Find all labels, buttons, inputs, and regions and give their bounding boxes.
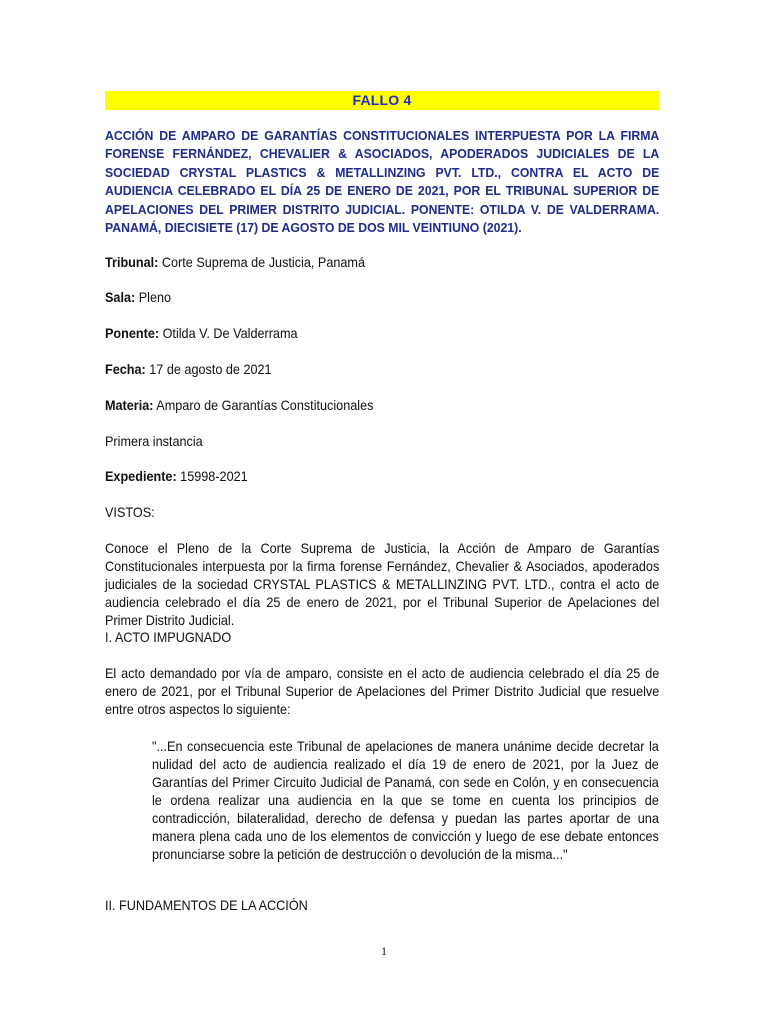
field-sala bbox=[105, 289, 659, 307]
quoted-resolution: "...En consecuencia este Tribunal de apelaciones de manera unánime decide decretar la nulidad del acto de audiencia realizado el día 19 de enero de 2021, por la Juez de Garantías del Primer Circuito Judicial de Panamá, con sede en Colón, y en consecuencia le ordena realizar una audiencia en la que se tome en cuenta los principios de contradicción, bilateralidad, derecho de defensa y puedan las partes aportar de una manera plena cada uno de los elementos de convicción y luego de ese debate entonces pronunciarse sobre la petición de destrucción o devolución de la misma..." bbox=[152, 739, 659, 862]
field-tribunal bbox=[105, 254, 659, 272]
materia-label: Materia: bbox=[105, 398, 154, 413]
field-fecha bbox=[105, 361, 659, 379]
field-ponente bbox=[105, 325, 659, 343]
expediente-label: Expediente: bbox=[105, 469, 177, 484]
expediente-value: 15998-2021 bbox=[176, 469, 248, 484]
case-heading: ACCIÓN DE AMPARO DE GARANTÍAS CONSTITUCIONALES INTERPUESTA POR LA FIRMA FORENSE FERNÁNDEZ, CHEVALIER & ASOCIADOS, APODERADOS JUDICIALES DE LA SOCIEDAD CRYSTAL PLASTICS & METALLINZING PVT. LTD., CONTRA EL ACTO DE AUDIENCIA CELEBRADO EL DÍA 25 DE ENERO DE 2021, POR EL TRIBUNAL SUPERIOR DE APELACIONES DEL PRIMER DISTRITO JUDICIAL. PONENTE: OTILDA V. DE VALDERRAMA. PANAMÁ, DIECISIETE (17) DE AGOSTO DE DOS MIL VEINTIUNO (2021). bbox=[105, 128, 660, 236]
fecha-value: 17 de agosto de 2021 bbox=[145, 362, 272, 377]
field-expediente bbox=[105, 468, 659, 486]
ponente-label: Ponente: bbox=[105, 326, 160, 341]
fallo-title: FALLO 4 bbox=[352, 92, 412, 108]
materia-value: Amparo de Garantías Constitucionales bbox=[153, 398, 374, 413]
section-title-acto-impugnado: I. ACTO IMPUGNADO bbox=[105, 630, 232, 645]
intro-paragraph: Conoce el Pleno de la Corte Suprema de Justicia, la Acción de Amparo de Garantías Constitucionales interpuesta por la firma forense Fernández, Chevalier & Asociados, apoderados judiciales de la sociedad CRYSTAL PLASTICS & METALLINZING PVT. LTD., contra el acto de audiencia celebrado el día 25 de enero de 2021, por el Tribunal Superior de Apelaciones del Primer Distrito Judicial. bbox=[105, 541, 660, 628]
fallo-banner bbox=[105, 91, 659, 110]
page-number: 1 bbox=[381, 944, 387, 958]
field-materia bbox=[105, 397, 659, 415]
acto-paragraph: El acto demandado por vía de amparo, consiste en el acto de audiencia celebrado el día 25 de enero de 2021, por el Tribunal Superior de Apelaciones del Primer Distrito Judicial que resuelve entre otros aspectos lo siguiente: bbox=[105, 666, 660, 717]
sala-value: Pleno bbox=[135, 290, 172, 305]
fecha-label: Fecha: bbox=[105, 362, 146, 377]
section-title-fundamentos: II. FUNDAMENTOS DE LA ACCIÓN bbox=[105, 898, 308, 913]
field-instancia: Primera instancia bbox=[105, 434, 203, 449]
tribunal-label: Tribunal: bbox=[105, 255, 159, 270]
ponente-value: Otilda V. De Valderrama bbox=[159, 326, 298, 341]
vistos-heading: VISTOS: bbox=[105, 505, 155, 520]
tribunal-value: Corte Suprema de Justicia, Panamá bbox=[158, 255, 365, 270]
sala-label: Sala: bbox=[105, 290, 136, 305]
